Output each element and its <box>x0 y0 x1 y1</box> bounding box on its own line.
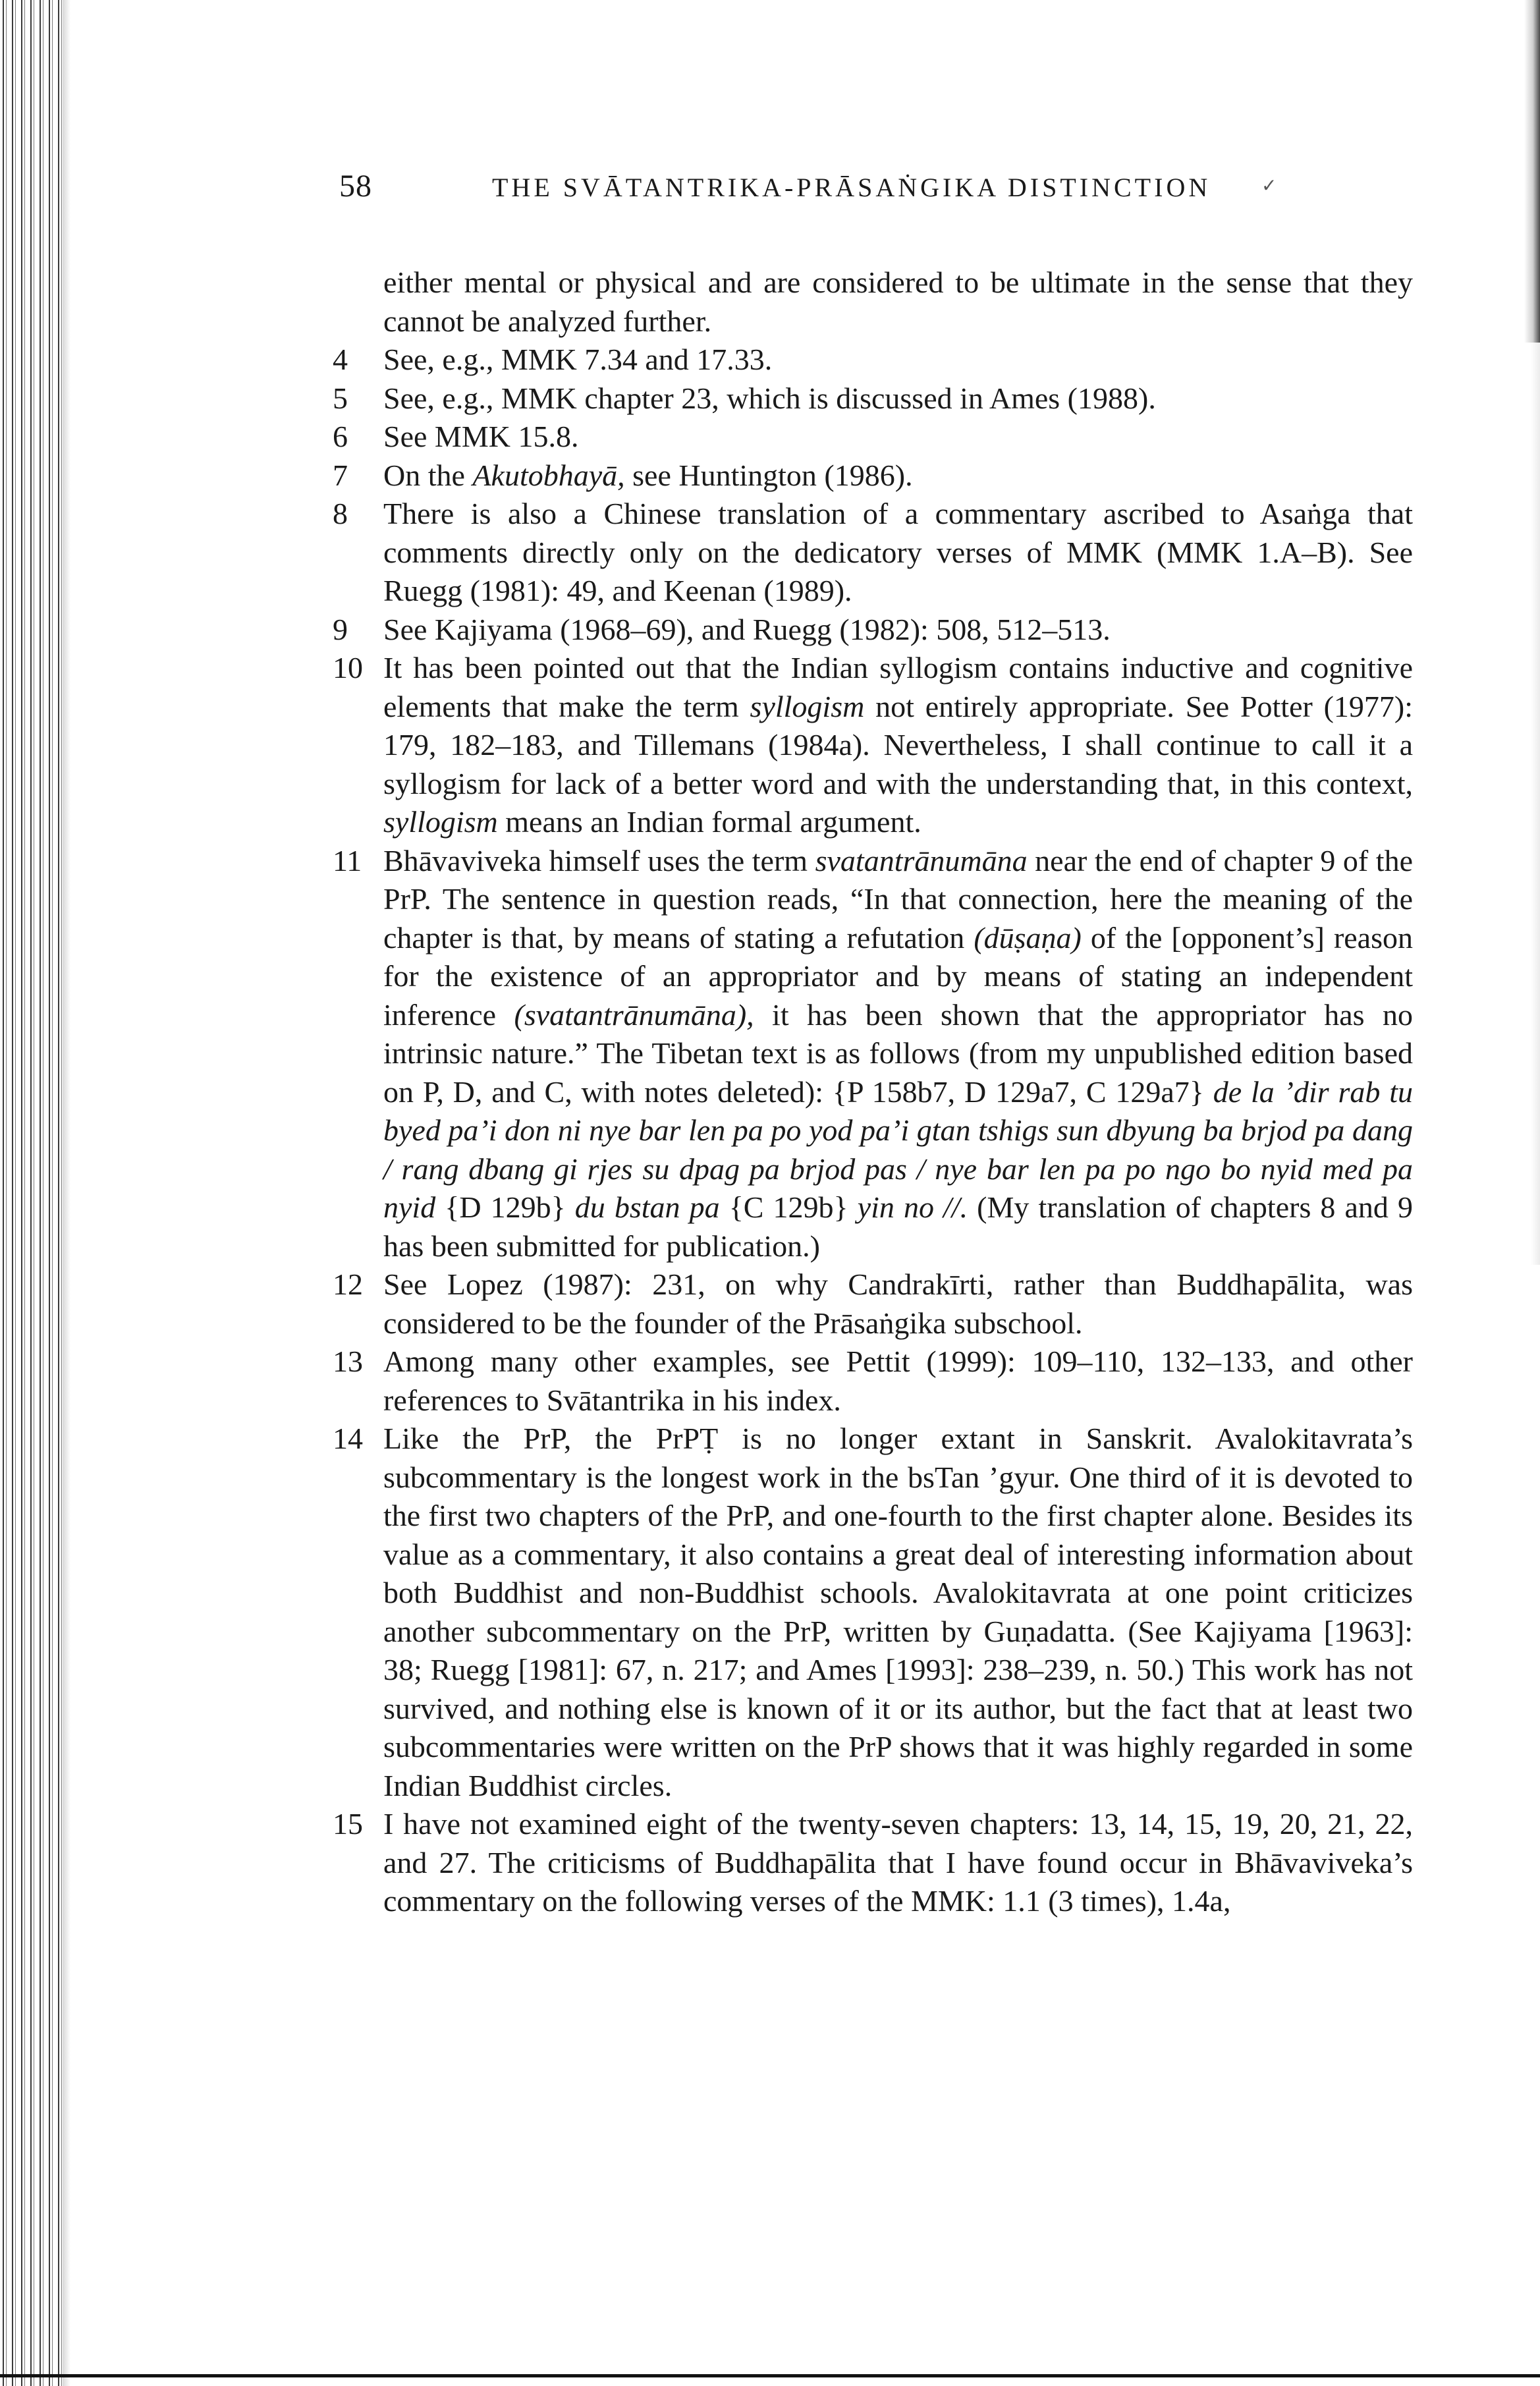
note-number: 7 <box>333 458 348 492</box>
note-text-run: {C 129b} <box>719 1190 858 1224</box>
note-15 <box>333 1805 1413 1921</box>
note-text-run: {D 129b} <box>435 1190 575 1224</box>
note-text <box>383 458 913 492</box>
note-number: 14 <box>333 1422 363 1455</box>
note-text: There is also a Chinese translation of a commentary ascribed to Asaṅga that comments directly only on the dedicatory verses of MMK (MMK 1.A–B). See Ruegg (1981): 49, and Keenan (1989). <box>383 497 1413 607</box>
note-13 <box>333 1343 1413 1420</box>
scan-bottom-edge <box>0 2374 1540 2377</box>
note-number: 12 <box>333 1267 363 1301</box>
note-text-run: means an Indian formal argument. <box>497 805 921 839</box>
note-text: See MMK 15.8. <box>383 420 579 453</box>
page-number: 58 <box>339 169 372 204</box>
endnotes <box>333 264 1413 1921</box>
note-text <box>383 651 1413 839</box>
note-9 <box>333 611 1413 650</box>
term-italic: (svatantrānumāna), <box>514 997 754 1032</box>
note-number: 4 <box>333 343 348 376</box>
running-head <box>339 168 1459 214</box>
note-4 <box>333 341 1413 379</box>
note-continuation <box>333 264 1413 341</box>
page-corner-shadow <box>1524 0 1540 343</box>
note-number: 5 <box>333 381 348 415</box>
work-title-italic: Akutobhayā, <box>472 458 625 492</box>
note-text-run: of the [opponent’s] reason for the existence of an appropriator and by means of stating an independent inference <box>383 920 1413 1032</box>
tibetan-italic: de la ’dir rab tu byed pa’i don ni nye bar len pa po yod pa’i gtan tshigs sun dbyung ba brjod pa dang / rang dbang gi rjes su dpag pa brjod pas / nye bar len pa po ngo bo nyid med pa nyid <box>383 1074 1413 1224</box>
tibetan-italic: du bstan pa <box>574 1190 720 1224</box>
note-text-run: (My translation of chapters 8 and 9 has been submitted for publication.) <box>383 1190 1413 1263</box>
note-5 <box>333 379 1413 418</box>
note-6 <box>333 418 1413 457</box>
note-text-run: near the end of chapter 9 of the PrP. The sentence in question reads, “In that connection, here the meaning of the chapter is that, by means of stating a refutation <box>383 843 1414 955</box>
note-number: 10 <box>333 651 363 684</box>
note-number: 13 <box>333 1345 363 1378</box>
term-italic: syllogism <box>383 805 498 839</box>
note-text-run: not entirely appropriate. See Potter (1977): 179, 182–183, and Tillemans (1984a). Nevertheless, I shall continue to call it a syllogism for lack of a better word and with the understanding that, in this context, <box>383 689 1414 800</box>
note-text-run: On the <box>383 458 473 492</box>
note-number: 15 <box>333 1807 363 1841</box>
term-italic: (dūṣaṇa) <box>974 920 1082 955</box>
note-8 <box>333 495 1413 611</box>
tibetan-italic: yin no //. <box>857 1190 968 1224</box>
note-11 <box>333 842 1413 1266</box>
running-title: THE SVĀTANTRIKA-PRĀSAṄGIKA DISTINCTION <box>492 173 1211 202</box>
term-italic: svatantrānumāna <box>815 843 1028 877</box>
term-italic: syllogism <box>750 689 865 723</box>
note-text: See Lopez (1987): 231, on why Candrakīrti, rather than Buddhapālita, was considered to be the founder of the Prāsaṅgika subschool. <box>383 1267 1413 1340</box>
note-10 <box>333 649 1413 842</box>
note-text: See, e.g., MMK chapter 23, which is discussed in Ames (1988). <box>383 381 1156 415</box>
note-text: See Kajiyama (1968–69), and Ruegg (1982): 508, 512–513. <box>383 612 1111 646</box>
note-text: See, e.g., MMK 7.34 and 17.33. <box>383 343 773 376</box>
note-12 <box>333 1265 1413 1343</box>
note-text-run: see Huntington (1986). <box>624 458 913 492</box>
note-text <box>383 844 1413 1263</box>
note-number: 11 <box>333 843 362 877</box>
page-edge-shadow <box>1531 343 1540 1265</box>
note-text-run: it has been shown that the appropriator has no intrinsic nature.” The Tibetan text is as follows (from my unpublished edition based on P, D, and C, with notes deleted): {P 158b7, D 129a7, C 129a7} <box>383 997 1413 1109</box>
note-number: 6 <box>333 420 348 453</box>
margin-mark: ✓ <box>1261 176 1277 196</box>
note-text-run: Bhāvaviveka himself uses the term <box>383 843 815 877</box>
note-number: 9 <box>333 612 348 646</box>
note-text: either mental or physical and are considered to be ultimate in the sense that they cannot be analyzed further. <box>383 265 1413 338</box>
note-text: I have not examined eight of the twenty-seven chapters: 13, 14, 15, 19, 20, 21, 22, and 27. The criticisms of Buddhapālita that I have found occur in Bhāvaviveka’s commentary on the following verses of the MMK: 1.1 (3 times), 1.4a, <box>383 1807 1413 1918</box>
note-text: Among many other examples, see Pettit (1999): 109–110, 132–133, and other references to Svātantrika in his index. <box>383 1345 1413 1417</box>
note-14 <box>333 1420 1413 1805</box>
note-7 <box>333 457 1413 495</box>
note-text-run: It has been pointed out that the Indian syllogism contains inductive and cognitive elements that make the term <box>383 651 1413 723</box>
note-number: 8 <box>333 497 348 530</box>
note-text: Like the PrP, the PrPṬ is no longer extant in Sanskrit. Avalokitavrata’s subcommentary is the longest work in the bsTan ’gyur. One third of it is devoted to the first two chapters of the PrP, and one-fourth to the first chapter alone. Besides its value as a commentary, it also contains a great deal of interesting information about both Buddhist and non-Buddhist schools. Avalokitavrata at one point criticizes another subcommentary on the PrP, written by Guṇadatta. (See Kajiyama [1963]: 38; Ruegg [1981]: 67, n. 217; and Ames [1993]: 238–239, n. 50.) This work has not survived, and nothing else is known of it or its author, but the fact that at least two subcommentaries were written on the PrP shows that it was highly regarded in some Indian Buddhist circles. <box>383 1422 1413 1802</box>
binding-shadow <box>63 0 70 2386</box>
binding-edge <box>0 0 63 2386</box>
